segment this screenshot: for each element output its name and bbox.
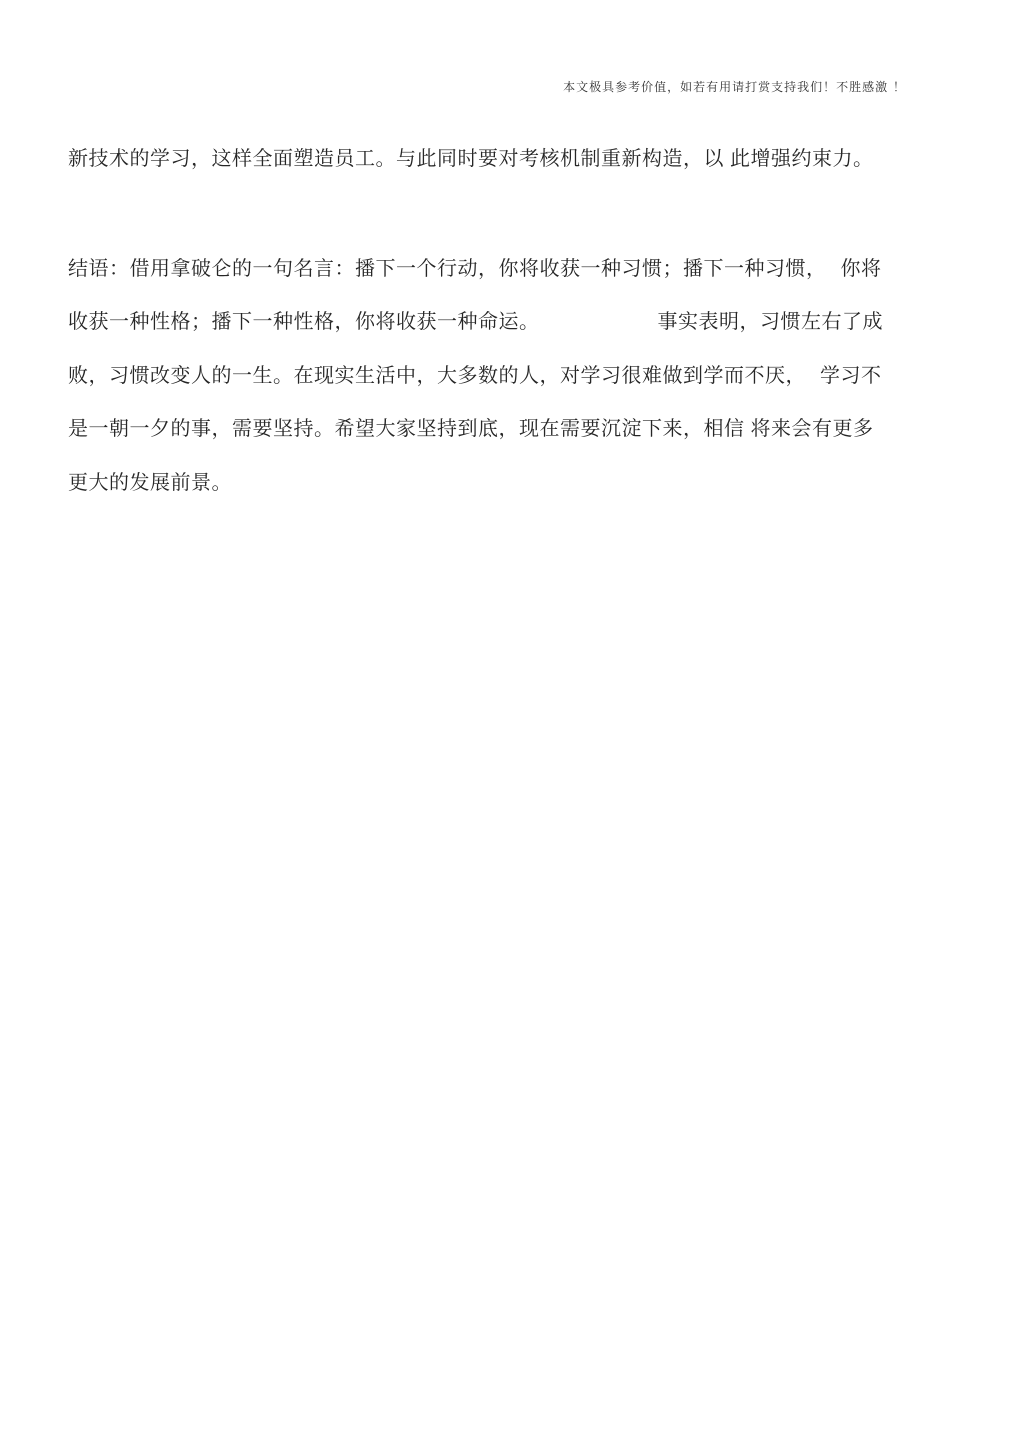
text-segment: 将来会有更多 <box>750 416 874 440</box>
paragraph2-line4 <box>68 416 874 440</box>
paragraph2-line3 <box>68 363 882 387</box>
paragraph1-line1 <box>68 146 874 170</box>
text-segment: 你将 <box>840 256 882 280</box>
text-segment: 结语：借用拿破仑的一句名言：播下一个行动，你将收获一种习惯；播下一种习惯， <box>68 256 827 280</box>
paragraph2-line2 <box>68 309 883 333</box>
paragraph2-line1 <box>68 256 882 280</box>
text-segment: 此增强约束力。 <box>730 146 874 170</box>
text-segment: 更大的发展前景。 <box>68 470 232 494</box>
text-segment: 收获一种性格；播下一种性格，你将收获一种命运。 <box>68 309 540 333</box>
text-segment: 新技术的学习，这样全面塑造员工。与此同时要对考核机制重新构造，以 <box>68 146 724 170</box>
text-segment: 事实表明，习惯左右了成 <box>657 309 883 333</box>
text-segment: 是一朝一夕的事，需要坚持。希望大家坚持到底，现在需要沉淀下来，相信 <box>68 416 745 440</box>
paragraph2-line5 <box>68 470 232 494</box>
text-segment: 败，习惯改变人的一生。在现实生活中，大多数的人，对学习很难做到学而不厌， <box>68 363 806 387</box>
text-segment: 学习不 <box>820 363 882 387</box>
header-note: 本文极具参考价值，如若有用请打赏支持我们！不胜感激 ！ <box>563 80 906 94</box>
